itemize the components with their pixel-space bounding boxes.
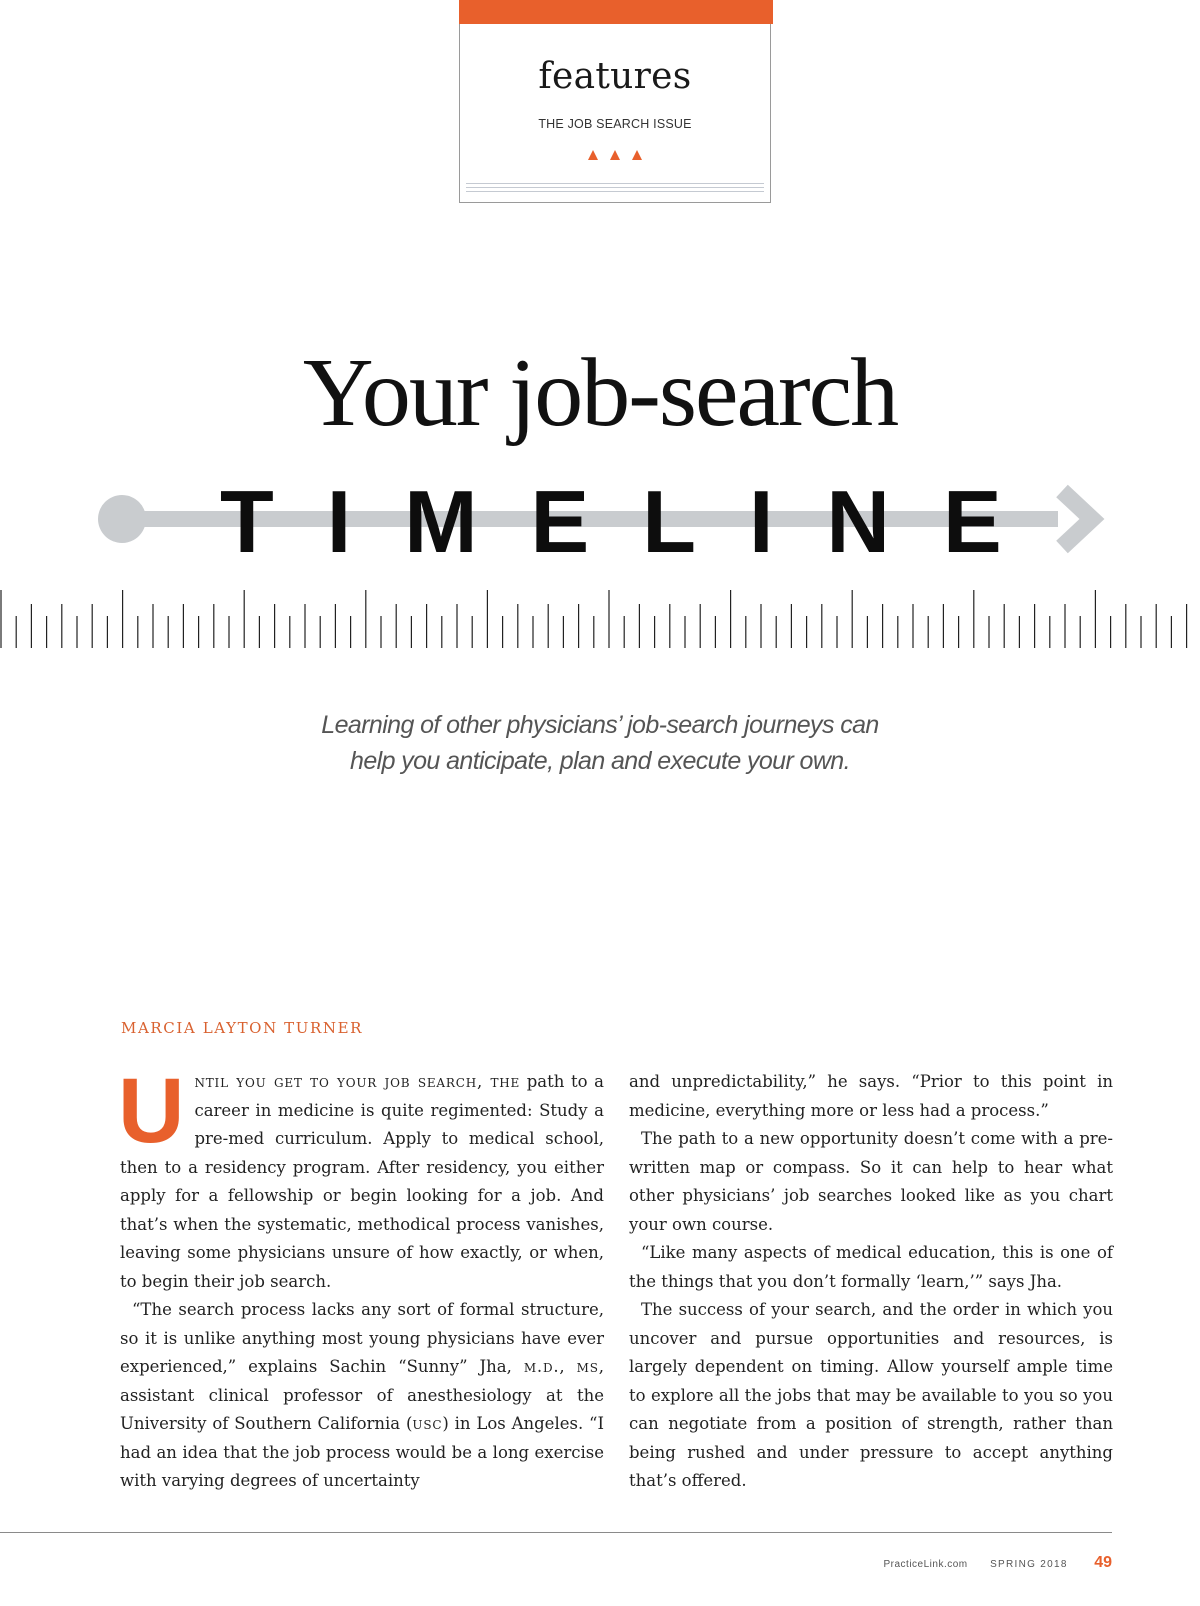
timeline-word: TIMELINE (220, 472, 1055, 571)
paragraph: and unpredictability,” he says. “Prior to this point in medicine, everything more or less had a process.” (629, 1072, 1113, 1120)
section-tab (459, 0, 771, 203)
footer-site: PracticeLink.com (883, 1559, 968, 1570)
drop-cap: U (118, 1060, 185, 1162)
tab-accent-bar (459, 0, 773, 24)
triangle-icon (610, 150, 620, 160)
arrow-head-icon (1062, 491, 1092, 547)
article-column-left (118, 1060, 605, 1496)
deck (300, 707, 900, 779)
paragraph: The success of your search, and the order in which you uncover and pursue opportunities and resources, is largely dependent on timing. Allow yourself ample time to explore all the jobs that may be available to you so you can negotiate from a position of strength, rather than being rushed and under pressure to accept anything that’s offered. (629, 1300, 1113, 1490)
timeline-graphic (0, 460, 1200, 570)
article-column-right (629, 1068, 1113, 1496)
section-subtitle: THE JOB SEARCH ISSUE (538, 117, 692, 131)
deck-line-1: Learning of other physicians’ job-search journeys can (321, 711, 879, 739)
triangle-icon (588, 150, 598, 160)
paragraph: “The search process lacks any sort of formal structure, so it is unlike anything most young physicians have ever experienced,” explains Sachin “Sunny” Jha, m.d., ms, assistant clinical professor of anesthesiology at the University of Southern California (usc) in Los Angeles. “I had an idea that the job process would be a long exercise with varying degrees of uncertainty (120, 1300, 605, 1490)
triangle-icon (632, 150, 642, 160)
paragraph-text: path to a career in medicine is quite regimented: Study a pre-med curriculum. Apply to medical school, then to a residency program. After residency, you either apply for a fellowship or begin looking for a job. And that’s when the systematic, methodical process vanishes, leaving some physicians unsure of how exactly, or when, to begin their job search. (120, 1072, 605, 1291)
lead-in: ntil you get to your job search, the (194, 1072, 521, 1091)
ruler-scale (0, 588, 1200, 650)
page-footer (883, 1554, 1112, 1572)
byline: MARCIA LAYTON TURNER (121, 1019, 364, 1037)
deck-line-2: help you anticipate, plan and execute your own. (350, 747, 850, 775)
paragraph: “Like many aspects of medical education, this is one of the things that you don’t formally ‘learn,’” says Jha. (629, 1243, 1113, 1291)
headline: Your job-search (302, 339, 898, 447)
triangle-ornament (460, 150, 770, 160)
footer-issue: SPRING 2018 (990, 1559, 1068, 1570)
section-title: features (538, 56, 692, 97)
page-number: 49 (1094, 1554, 1112, 1571)
paragraph: The path to a new opportunity doesn’t come with a pre-written map or compass. So it can help to hear what other physicians’ job searches looked like as you chart your own course. (629, 1129, 1113, 1234)
tab-rule-lines (466, 183, 764, 195)
paragraph (118, 1060, 605, 1296)
footer-rule (0, 1532, 1112, 1533)
